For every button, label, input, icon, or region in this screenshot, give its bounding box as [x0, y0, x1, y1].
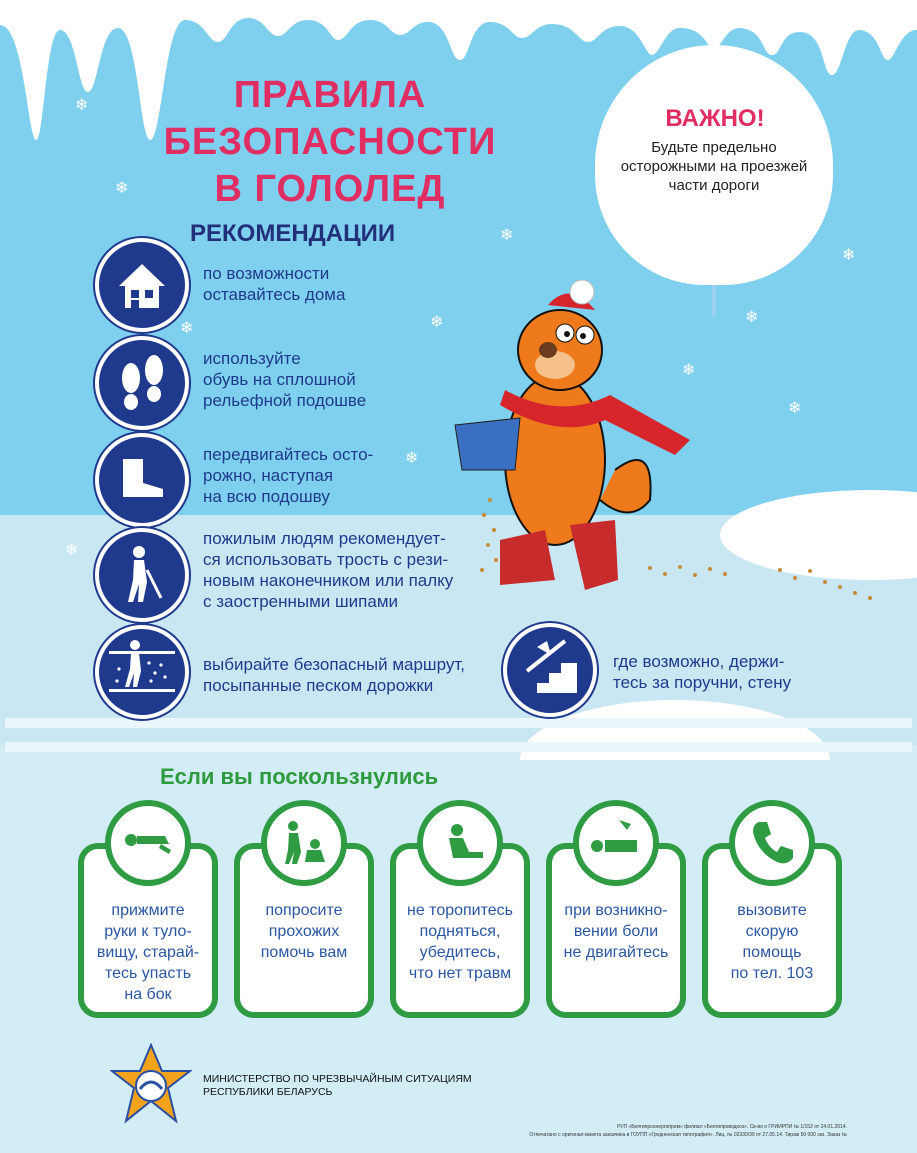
recommendation-text	[203, 348, 366, 411]
important-text	[600, 138, 828, 195]
lying-person-icon	[105, 800, 191, 886]
recommendation-line: тесь за поручни, стену	[613, 673, 792, 692]
card-line: прижмите	[111, 902, 185, 919]
sitting-person-icon	[417, 800, 503, 886]
recommendation-line: по возможности	[203, 264, 330, 283]
card-line: помощь	[742, 944, 802, 961]
card-line: помочь вам	[260, 944, 348, 961]
card-line: вызовите	[737, 902, 807, 919]
boot-icon	[95, 433, 189, 527]
title-line: ПРАВИЛА	[233, 74, 427, 116]
person-with-cane-icon	[95, 528, 189, 622]
recommendation-text	[203, 444, 373, 507]
recommendation-line: ся использовать трость с рези-	[203, 550, 449, 569]
card-line: на бок	[124, 986, 172, 1003]
ministry-line: МИНИСТЕРСТВО ПО ЧРЕЗВЫЧАЙНЫМ СИТУАЦИЯМ	[203, 1073, 472, 1085]
snowflake-icon: ❄	[180, 320, 194, 337]
house-icon	[95, 238, 189, 332]
card-line: подняться,	[419, 923, 501, 940]
slipped-heading: Если вы поскользнулись	[160, 764, 439, 789]
recommendation-text	[203, 528, 453, 612]
snowflake-icon: ❄	[682, 362, 696, 379]
card-line: тесь упасть	[104, 965, 192, 982]
ministry-name	[203, 1073, 472, 1099]
card-line: вении боли	[573, 923, 659, 940]
recommendation-line: с заостренными шипами	[203, 592, 399, 611]
recommendation-line: посыпанные песком дорожки	[203, 676, 434, 695]
card-line: руки к туло-	[104, 923, 192, 940]
sanded-path-icon	[95, 625, 189, 719]
important-line: части дороги	[668, 177, 760, 194]
card-line: прохожих	[268, 923, 340, 940]
card-line: по тел. 103	[730, 965, 814, 982]
phone-icon	[729, 800, 815, 886]
recommendation-line: рожно, наступая	[203, 466, 334, 485]
card-line: не торопитесь	[406, 902, 513, 919]
ministry-emblem-icon	[110, 1043, 192, 1125]
recommendation-text	[203, 263, 345, 305]
helping-person-icon	[261, 800, 347, 886]
recommendation-line: на всю подошву	[203, 487, 330, 506]
recommendation-line: обувь на сплошной	[203, 370, 356, 389]
card-line: попросите	[265, 902, 343, 919]
snowflake-icon: ❄	[115, 180, 129, 197]
slipped-card-text	[702, 900, 842, 984]
slipped-card-text	[390, 900, 530, 984]
card-line: вищу, старай-	[96, 944, 200, 961]
footprints-icon	[95, 336, 189, 430]
title-line: В ГОЛОЛЕД	[214, 168, 446, 210]
recommendation-line: новым наконечником или палку	[203, 571, 454, 590]
recommendation-line: рельефной подошве	[203, 391, 367, 410]
recommendation-text	[203, 654, 465, 696]
recommendation-line: пожилым людям рекомендует-	[203, 529, 446, 548]
snowflake-icon: ❄	[788, 400, 802, 417]
snowflake-icon: ❄	[75, 97, 89, 114]
important-line: осторожными на проезжей	[620, 158, 808, 175]
sand-trail	[470, 470, 890, 610]
slipped-card-text	[78, 900, 218, 1005]
card-line: убедитесь,	[419, 944, 501, 961]
recommendation-line: оставайтесь дома	[203, 285, 346, 304]
recommendations-heading: РЕКОМЕНДАЦИИ	[190, 220, 396, 247]
snowflake-icon: ❄	[500, 227, 514, 244]
snowflake-icon: ❄	[405, 450, 419, 467]
card-line: при возникно-	[564, 902, 668, 919]
card-line: скорую	[745, 923, 799, 940]
snowflake-icon: ❄	[745, 309, 759, 326]
snowflake-icon: ❄	[842, 247, 856, 264]
card-line: что нет травм	[408, 965, 512, 982]
recommendation-line: выбирайте безопасный маршрут,	[203, 655, 465, 674]
snowflake-icon: ❄	[65, 542, 79, 559]
important-title: ВАЖНО!	[665, 105, 765, 132]
snowflake-icon: ❄	[430, 314, 444, 331]
ministry-line: РЕСПУБЛИКИ БЕЛАРУСЬ	[203, 1086, 333, 1098]
card-line: не двигайтесь	[563, 944, 669, 961]
important-line: Будьте предельно	[651, 139, 777, 156]
recommendation-line: используйте	[203, 349, 301, 368]
recommendation-line: где возможно, держи-	[613, 652, 785, 671]
title-line: БЕЗОПАСНОСТИ	[163, 121, 497, 163]
page-title	[150, 72, 510, 213]
handrail-text	[613, 651, 791, 693]
slipped-card-text	[234, 900, 374, 963]
fine-print: РУП «Белгипроэнергопром» филиал «Белгипроводхоз». Св-во о ГРИИРПИ № 1/152 от 24.01.2014.	[617, 1124, 847, 1130]
injured-person-icon	[573, 800, 659, 886]
fine-print: Отпечатано с оригинал-макета заказчика в ГОУПП «Гродненская типография». Лиц. № 02330/39 от 27.05.14. Тираж 50 000 экз. Заказ №	[529, 1132, 847, 1138]
slipped-card-text	[546, 900, 686, 963]
stairs-handrail-icon	[503, 623, 597, 717]
recommendation-line: передвигайтесь осто-	[203, 445, 374, 464]
